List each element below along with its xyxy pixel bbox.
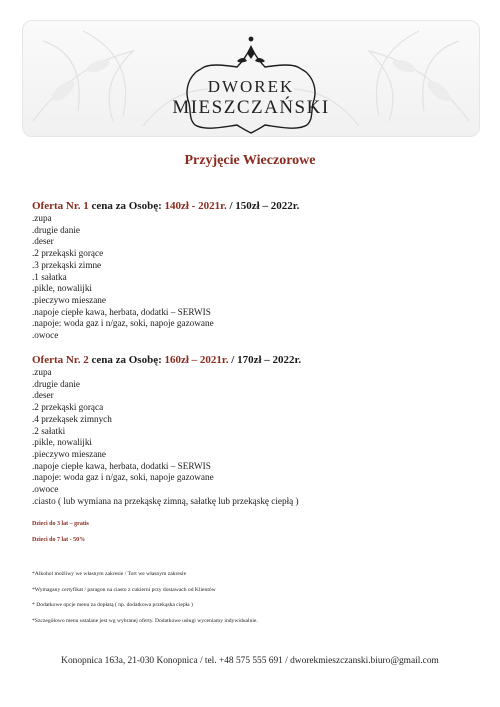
list-item: .drugie danie (32, 224, 80, 235)
list-item: .2 przekąski gorąca (32, 402, 104, 413)
list-item: .zupa (32, 213, 52, 223)
list-item: .owoce (32, 484, 59, 495)
footnote-item: *Szczegółowo menu ustalane jest wg wybranej oferty. Dodatkowe usługi wyceniamy indywidualnie. (32, 617, 258, 624)
list-item: .pieczywo mieszane (32, 294, 106, 305)
list-item: .deser (32, 390, 54, 401)
list-item: .1 sałatka (32, 271, 67, 282)
contact-footer: Konopnica 163a, 21-030 Konopnica / tel. +48 575 555 691 / dworekmieszczanski.biuro@gmail.com (61, 656, 439, 666)
offer-2-label: Oferta Nr. 2 (32, 354, 89, 366)
list-item: .deser (32, 236, 54, 247)
logo (23, 21, 479, 136)
page-title: Przyjęcie Wieczorowe (184, 153, 316, 168)
footnote-item: *Alkohol możliwy we własnym zakresie / Tort we własnym zakresie (32, 571, 187, 577)
list-item: .pikle, nowalijki (32, 283, 92, 294)
list-item: .pieczywo mieszane (32, 448, 106, 459)
list-item: .napoje: woda gaz i n/gaz, soki, napoje gazowane (32, 318, 214, 329)
list-item: .2 sałatki (32, 425, 66, 436)
offer-2-price-2021: 160zł – 2021r. (164, 354, 229, 366)
offer-1 (32, 200, 472, 342)
list-item: .napoje: woda gaz i n/gaz, soki, napoje gazowane (32, 472, 214, 483)
offer-1-price-2021: 140zł - 2021r. (164, 200, 227, 212)
offer-1-header (32, 200, 472, 213)
list-item: .zupa (32, 367, 52, 377)
list-item: .pikle, nowalijki (32, 437, 92, 448)
list-item: .drugie danie (32, 378, 80, 389)
offer-2 (32, 354, 472, 507)
list-item: .owoce (32, 330, 59, 341)
logo-text-dworek: DWOREK (207, 77, 295, 96)
kids-under-7-note: Dzieci do 7 lat - 50% (32, 537, 86, 543)
list-item: .napoje ciepłe kawa, herbata, dodatki – SERWIS (32, 306, 211, 317)
list-item: .ciasto ( lub wymiana na przekąskę zimną, sałatkę lub przekąskę ciepłą ) (32, 495, 299, 506)
logo-text-mieszczanski: MIESZCZAŃSKI (172, 97, 330, 118)
offer-1-price-label: cena za Osobę: (91, 200, 162, 212)
offer-1-items (32, 213, 472, 342)
list-item: .3 przekąski zimne (32, 259, 102, 270)
list-item: .2 przekąski gorące (32, 248, 104, 259)
offer-2-price-label: cena za Osobę: (91, 354, 162, 366)
offer-1-label: Oferta Nr. 1 (32, 200, 89, 212)
footnote-item: *Wymagany certyfikat / paragon na ciasto z cukierni przy dostawach od Klientów (32, 586, 216, 593)
offer-2-header (32, 354, 472, 367)
footnote-item: * Dodatkowe opcje menu za dopłatą ( np. dodatkowa przekąska ciepła ) (32, 602, 193, 608)
offer-2-items (32, 367, 472, 507)
kids-under-3-note: Dzieci do 3 lat – gratis (32, 521, 89, 527)
footnotes (32, 571, 472, 633)
offer-2-price-2022: / 170zł – 2022r. (231, 354, 302, 366)
header-banner (22, 20, 480, 137)
list-item: .napoje ciepłe kawa, herbata, dodatki – SERWIS (32, 460, 211, 471)
list-item: .4 przekąsek zimnych (32, 413, 112, 424)
offer-1-price-2022: / 150zł – 2022r. (229, 200, 300, 212)
